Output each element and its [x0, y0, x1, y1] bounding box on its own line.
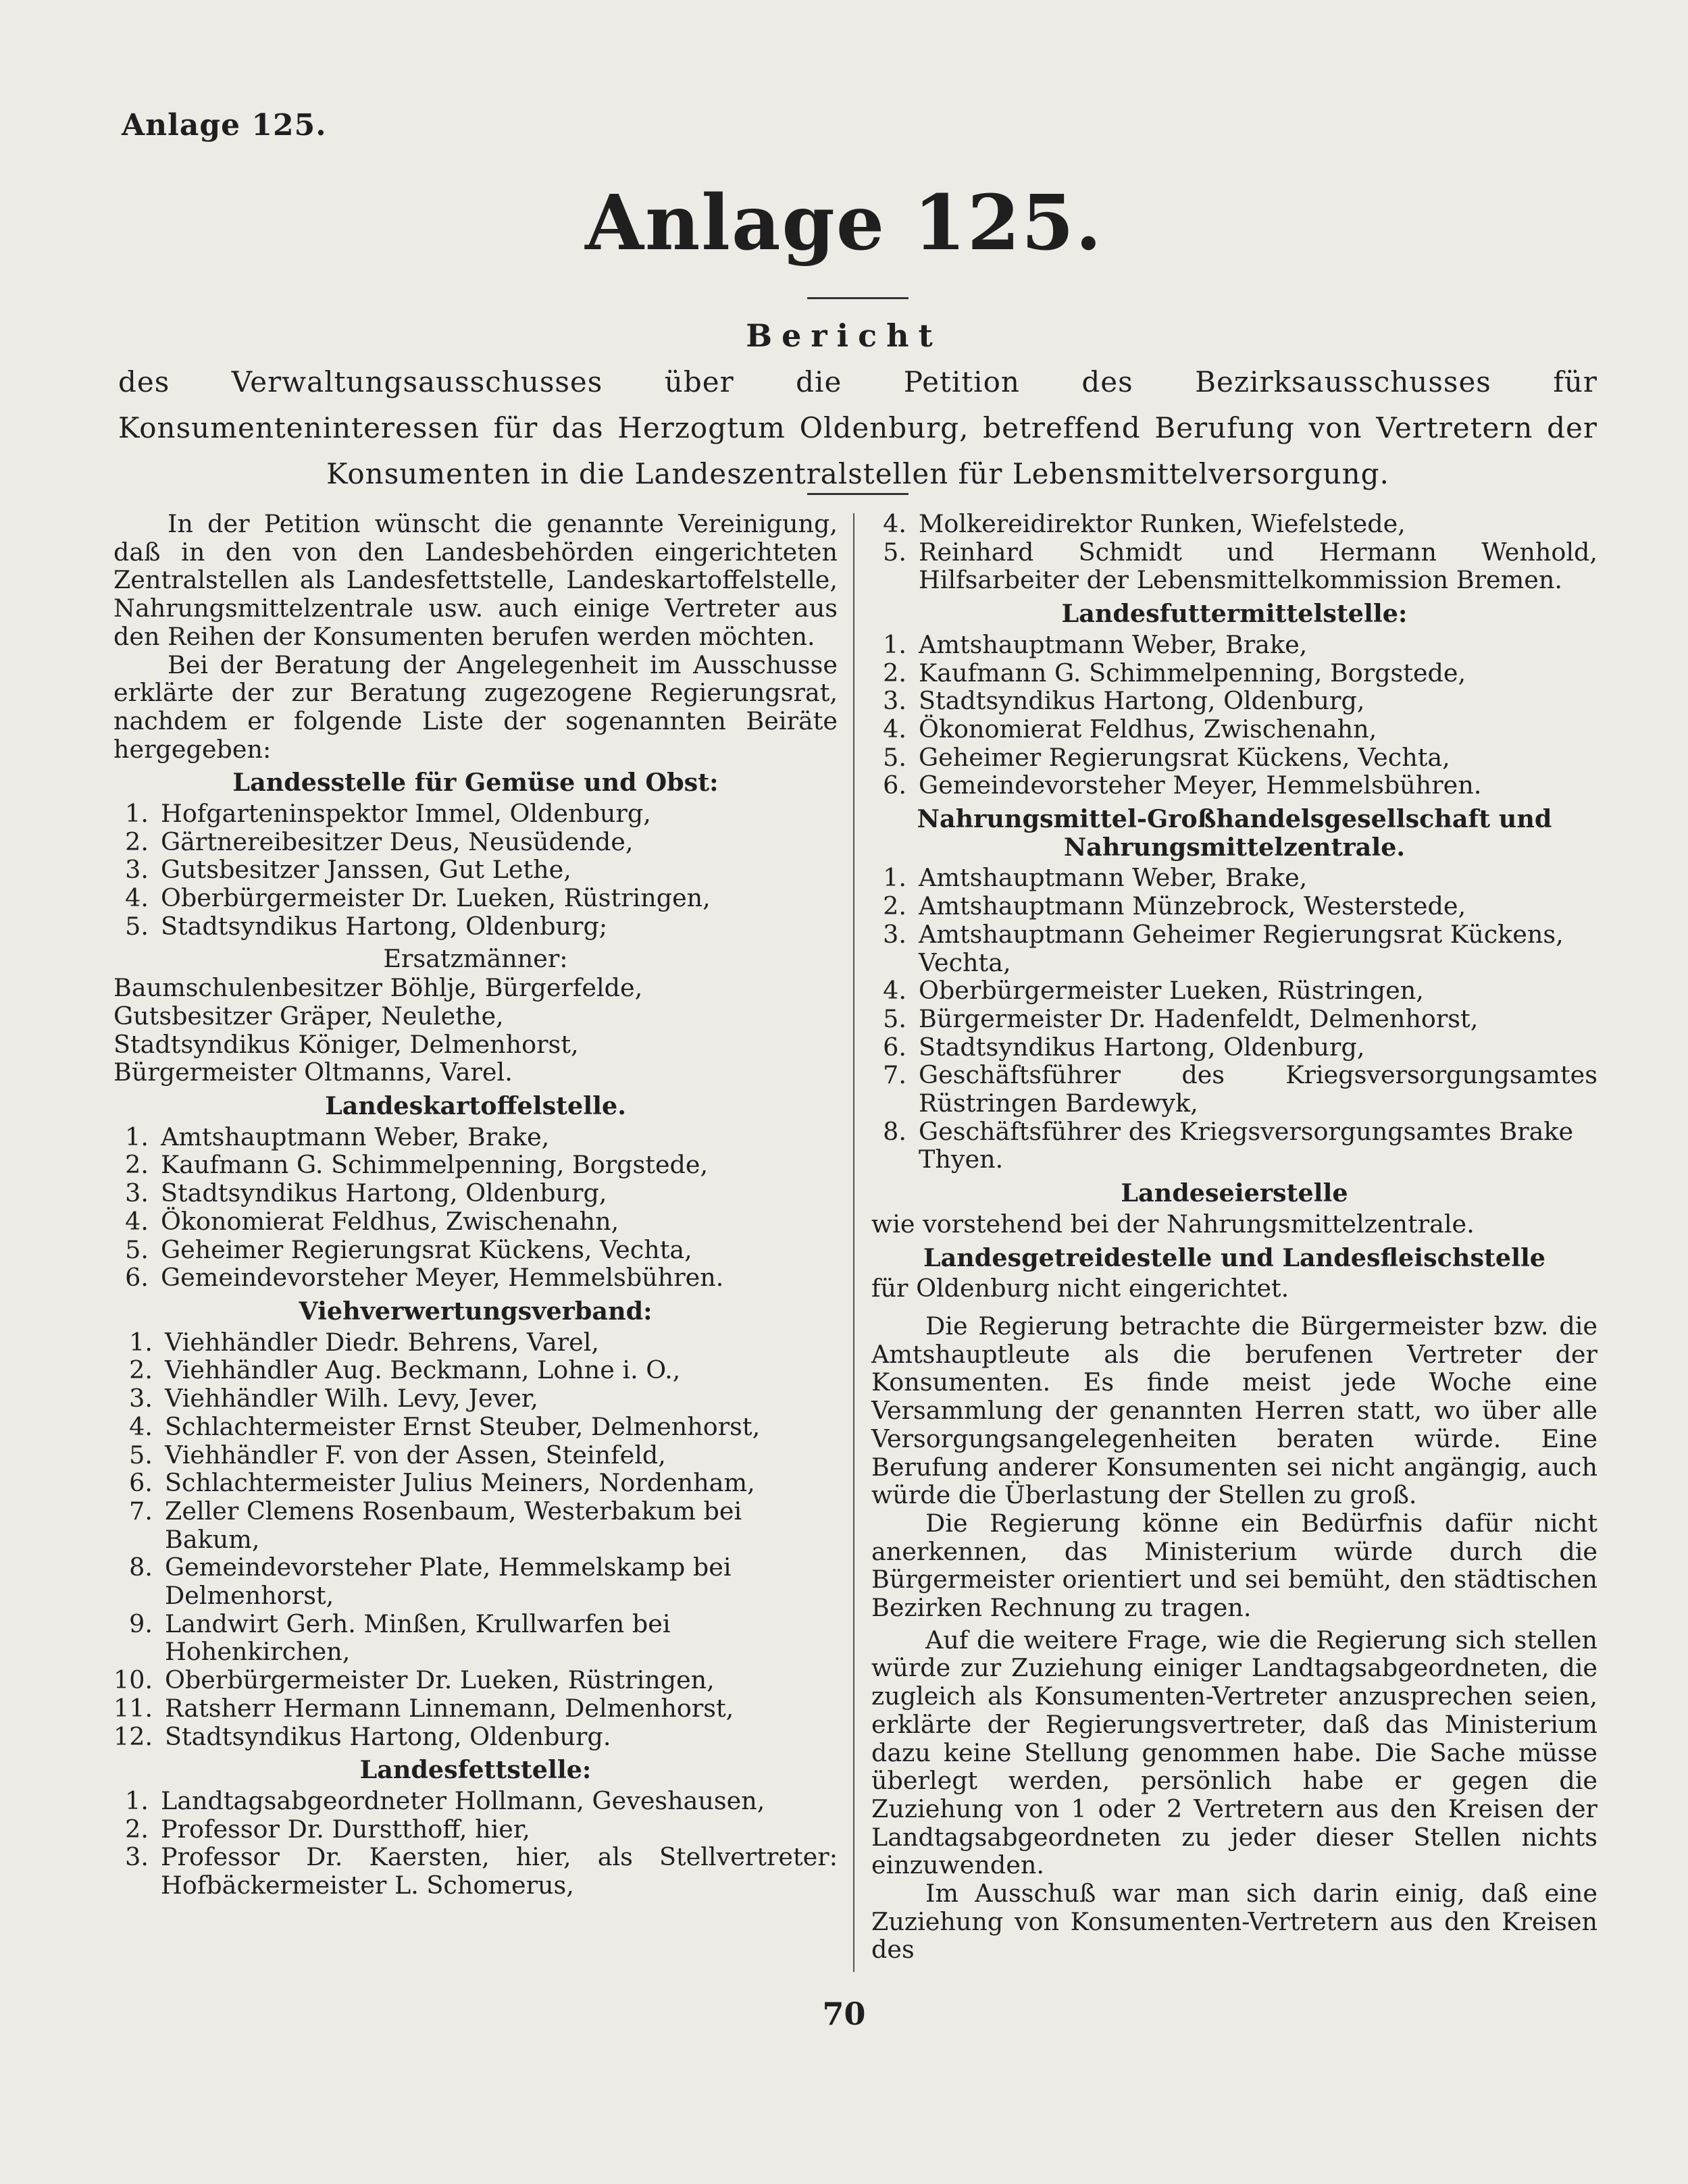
- list-item: 11. Ratsherr Hermann Linnemann, Delmenhorst,: [113, 1693, 734, 1723]
- list-item: 6. Gemeindevorsteher Meyer, Hemmelsbühren.: [125, 1263, 724, 1293]
- page-title: Anlage 125.: [585, 179, 1103, 267]
- list-item: 4. Schlachtermeister Ernst Steuber, Delmenhorst,: [129, 1411, 761, 1441]
- section-heading-nahrung: Nahrungsmittel-Großhandelsgesellschaft und Nahrungsmittelzentrale.: [917, 804, 1552, 862]
- getreide-text: für Oldenburg nicht eingerichtet.: [871, 1274, 1289, 1303]
- list-item: 4. Ökonomierat Feldhus, Zwischenahn,: [883, 714, 1377, 744]
- section-heading-futter: Landesfuttermittelstelle:: [1061, 599, 1408, 629]
- list-item: 1. Amtshauptmann Weber, Brake,: [883, 629, 1308, 659]
- left-column: [113, 510, 838, 1900]
- list-item: 7. Geschäftsführer des Kriegsversorgungsamtes Rüstringen Bardewyk,: [883, 1060, 1597, 1118]
- intro-paragraph: In der Petition wünscht die genannte Vereinigung, daß in den von den Landesbehörden eingerichteten Zentralstellen als Landesfettstelle, Landeskartoffelstelle, Nahrungsmittelzentrale usw. auch einige Vertreter aus den Reihen der Konsumenten berufen werden möchten.: [113, 509, 838, 651]
- list-fett-continued: [871, 510, 1597, 594]
- column-divider: [853, 513, 854, 1972]
- list-item: 6. Stadtsyndikus Hartong, Oldenburg,: [883, 1032, 1365, 1062]
- report-subtitle: des Verwaltungsausschusses über die Petition des Bezirksausschusses für Konsumenteninteressen für das Herzogtum Oldenburg, betreffend Berufung von Vertretern der Konsumenten in die Landeszentralstellen für Lebensmittelversorgung.: [118, 365, 1597, 490]
- section-heading-getreide: Landesgetreidestelle und Landesfleischstelle: [923, 1243, 1546, 1272]
- list-item: 6. Gemeindevorsteher Meyer, Hemmelsbühren.: [883, 771, 1482, 800]
- list-item: 3. Amtshauptmann Geheimer Regierungsrat Kückens, Vechta,: [883, 919, 1564, 977]
- ersatz-line: Gutsbesitzer Gräper, Neulethe,: [113, 1001, 504, 1031]
- list-item: 1. Landtagsabgeordneter Hollmann, Geveshausen,: [125, 1786, 765, 1815]
- ersatz-line: Baumschulenbesitzer Böhlje, Bürgerfelde,: [113, 973, 643, 1003]
- section-heading-kartoffel: Landeskartoffelstelle.: [325, 1091, 626, 1121]
- list-item: 4. Molkereidirektor Runken, Wiefelstede,: [883, 509, 1406, 538]
- list-item: 1. Amtshauptmann Weber, Brake,: [883, 863, 1308, 893]
- list-futter: [871, 631, 1597, 800]
- list-fett: [113, 1787, 838, 1900]
- section-heading-vieh: Viehverwertungsverband:: [299, 1296, 653, 1326]
- list-item: 12. Stadtsyndikus Hartong, Oldenburg.: [113, 1721, 611, 1751]
- list-item: 5. Geheimer Regierungsrat Kückens, Vechta,: [125, 1234, 692, 1264]
- list-item: 2. Professor Dr. Durstthoff, hier,: [125, 1814, 530, 1844]
- list-item: 4. Oberbürgermeister Lueken, Rüstringen,: [883, 976, 1424, 1006]
- list-item: 7. Zeller Clemens Rosenbaum, Westerbakum bei Bakum,: [129, 1496, 742, 1554]
- list-item: 4. Oberbürgermeister Dr. Lueken, Rüstringen,: [125, 883, 711, 913]
- list-item: 8. Geschäftsführer des Kriegsversorgungsamtes Brake Thyen.: [883, 1116, 1574, 1174]
- ausschuss-paragraph: Im Ausschuß war man sich darin einig, daß eine Zuziehung von Konsumenten-Vertretern aus den Kreisen des: [871, 1879, 1597, 1965]
- beduerfnis-paragraph: Die Regierung könne ein Bedürfnis dafür nicht anerkennen, das Ministerium würde durch die Bürgermeister orientiert und sei bemüht, den städtischen Bezirken Rechnung zu tragen.: [871, 1508, 1597, 1623]
- ersatz-line: Stadtsyndikus Königer, Delmenhorst,: [113, 1029, 579, 1059]
- subtitle-divider: [807, 493, 909, 495]
- list-item: 3. Professor Dr. Kaersten, hier, als Stellvertreter: Hofbäckermeister L. Schomerus,: [125, 1842, 838, 1900]
- list-item: 5. Reinhard Schmidt und Hermann Wenhold, Hilfsarbeiter der Lebensmittelkommission Bremen.: [883, 537, 1597, 595]
- right-column: [871, 510, 1597, 1964]
- ersatz-line: Bürgermeister Oltmanns, Varel.: [113, 1058, 513, 1087]
- running-head: Anlage 125.: [122, 108, 327, 142]
- list-item: 3. Stadtsyndikus Hartong, Oldenburg,: [883, 686, 1365, 716]
- list-item: 4. Ökonomierat Feldhus, Zwischenahn,: [125, 1206, 619, 1236]
- list-item: 5. Bürgermeister Dr. Hadenfeldt, Delmenhorst,: [883, 1004, 1479, 1033]
- title-divider: [807, 297, 909, 299]
- list-item: 3. Stadtsyndikus Hartong, Oldenburg,: [125, 1178, 607, 1208]
- frage-paragraph: Auf die weitere Frage, wie die Regierung sich stellen würde zur Zuziehung einiger Landtagsabgeordneten, die zugleich als Konsumenten-Vertreter anzusprechen seien, erklärte der Regierungsvertreter, daß das Ministerium dazu keine Stellung genommen habe. Die Sache müsse überlegt werden, persönlich habe er gegen die Zuziehung von 1 oder 2 Vertretern aus den Kreisen der Landtagsabgeordneten zu jeder dieser Stellen nichts einzuwenden.: [871, 1625, 1597, 1880]
- section-heading-eier: Landeseierstelle: [1121, 1178, 1348, 1208]
- list-item: 1. Amtshauptmann Weber, Brake,: [125, 1122, 550, 1151]
- list-item: 3. Gutsbesitzer Janssen, Gut Lethe,: [125, 855, 571, 885]
- list-item: 9. Landwirt Gerh. Minßen, Krullwarfen bei Hohenkirchen,: [129, 1609, 671, 1667]
- list-item: 6. Schlachtermeister Julius Meiners, Nordenham,: [129, 1468, 755, 1498]
- list-item: 2. Viehhändler Aug. Beckmann, Lohne i. O.,: [129, 1355, 681, 1385]
- list-item: 1. Viehhändler Diedr. Behrens, Varel,: [129, 1327, 600, 1357]
- list-item: 1. Hofgarteninspektor Immel, Oldenburg,: [125, 799, 651, 829]
- regierung-paragraph: Die Regierung betrachte die Bürgermeister bzw. die Amtshauptleute als die berufenen Vertreter der Konsumenten. Es finde meist jede Woche eine Versammlung der genannten Herren statt, wo über alle Versorgungsangelegenheiten beraten würde. Eine Berufung anderer Konsumenten sei nicht angängig, auch würde die Überlastung der Stellen zu groß.: [871, 1311, 1597, 1510]
- list-item: 10. Oberbürgermeister Dr. Lueken, Rüstringen,: [113, 1665, 715, 1695]
- list-gemuese: [113, 800, 838, 941]
- section-heading-gemuese: Landesstelle für Gemüse und Obst:: [232, 768, 719, 798]
- list-kartoffel: [113, 1123, 838, 1292]
- list-vieh: [113, 1328, 838, 1751]
- list-item: 2. Gärtnereibesitzer Deus, Neusüdende,: [125, 827, 634, 856]
- list-item: 5. Geheimer Regierungsrat Kückens, Vechta,: [883, 742, 1450, 772]
- list-nahrung: [871, 864, 1597, 1174]
- list-item: 5. Stadtsyndikus Hartong, Oldenburg;: [125, 911, 608, 941]
- list-item: 8. Gemeindevorsteher Plate, Hemmelskamp bei Delmenhorst,: [129, 1553, 732, 1611]
- list-item: 2. Amtshauptmann Münzebrock, Westerstede,: [883, 891, 1466, 921]
- page-number: 70: [822, 1996, 866, 2032]
- section-heading-fett: Landesfettstelle:: [359, 1755, 592, 1785]
- beratung-paragraph: Bei der Beratung der Angelegenheit im Ausschusse erklärte der zur Beratung zugezogene Regierungsrat, nachdem er folgende Liste der sogenannten Beiräte hergegeben:: [113, 650, 838, 764]
- list-item: 3. Viehhändler Wilh. Levy, Jever,: [129, 1384, 538, 1413]
- eier-text: wie vorstehend bei der Nahrungsmittelzentrale.: [871, 1209, 1475, 1239]
- report-heading: Bericht: [746, 317, 942, 354]
- ersatz-heading: Ersatzmänner:: [383, 943, 568, 973]
- list-item: 2. Kaufmann G. Schimmelpenning, Borgstede,: [125, 1150, 709, 1180]
- list-item: 5. Viehhändler F. von der Assen, Steinfeld,: [129, 1440, 666, 1470]
- list-item: 2. Kaufmann G. Schimmelpenning, Borgstede,: [883, 658, 1466, 687]
